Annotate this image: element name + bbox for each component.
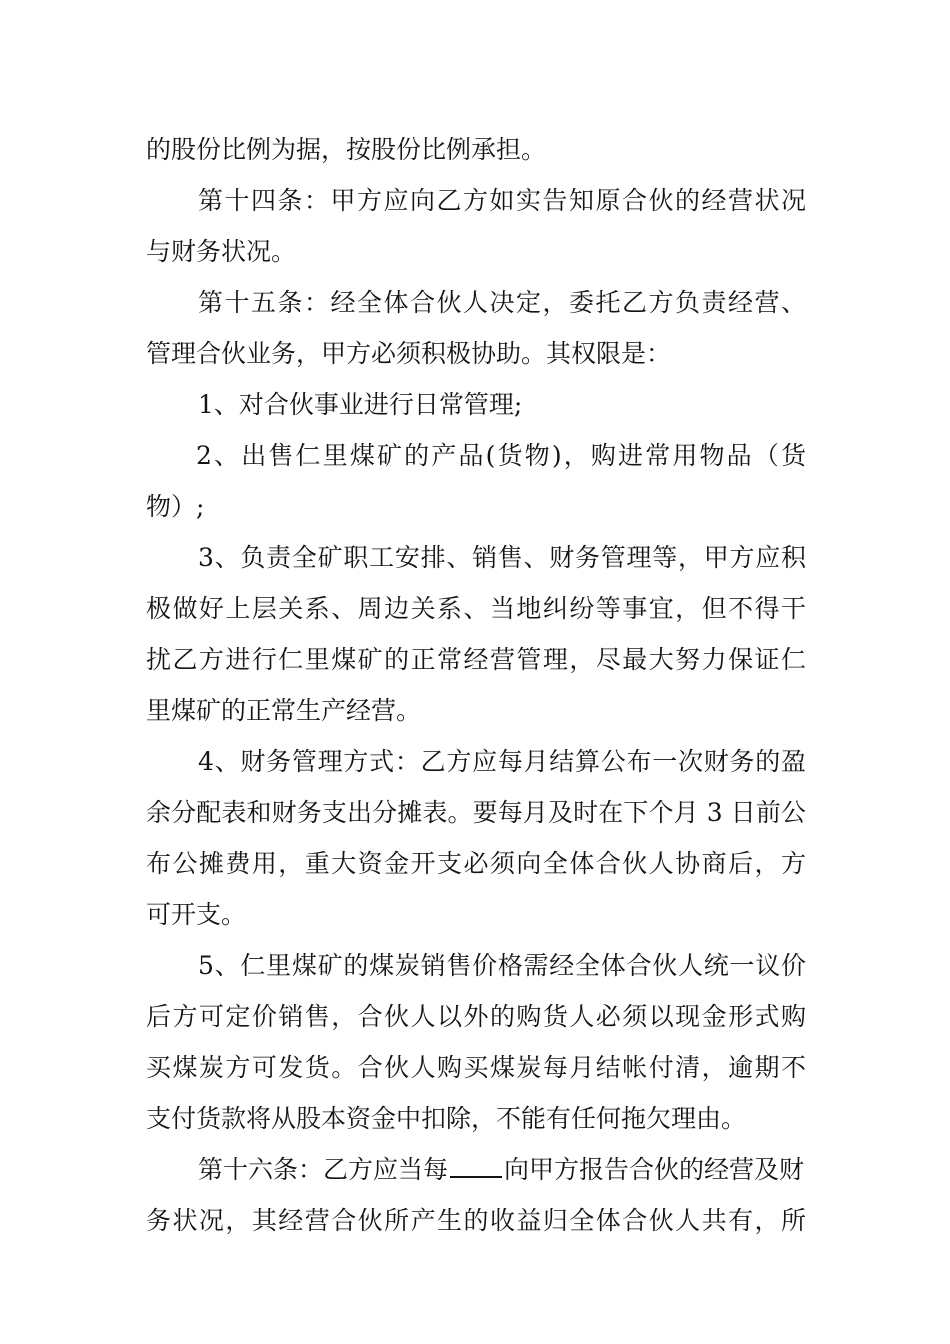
item-3-line-3: 扰乙方进行仁里煤矿的正常经营管理，尽最大努力保证仁 <box>146 645 806 674</box>
article-15-line-2: 管理合伙业务，甲方必须积极协助。其权限是： <box>146 339 672 368</box>
article-15-line-1: 第十五条：经全体合伙人决定，委托乙方负责经营、 <box>198 288 806 317</box>
article-14-line-2: 与财务状况。 <box>146 237 297 266</box>
article-16-line-1 <box>146 1144 806 1195</box>
contract-body <box>146 124 806 1246</box>
item-4-line-3: 布公摊费用，重大资金开支必须向全体合伙人协商后，方 <box>146 849 806 878</box>
item-3-line-2: 极做好上层关系、周边关系、当地纠纷等事宜，但不得干 <box>146 594 806 623</box>
item-4-line-4: 可开支。 <box>146 900 247 929</box>
text-line: 的股份比例为据，按股份比例承担。 <box>146 135 547 164</box>
article-16-line-2: 务状况，其经营合伙所产生的收益归全体合伙人共有，所 <box>146 1206 806 1235</box>
item-2-line-2: 物）; <box>146 492 205 521</box>
item-3-line-4: 里煤矿的正常生产经营。 <box>146 696 422 725</box>
item-1-line: 1、对合伙事业进行日常管理; <box>198 390 523 419</box>
item-5-line-3: 买煤炭方可发货。合伙人购买煤炭每月结帐付清，逾期不 <box>146 1053 806 1082</box>
article-16-text-after-blank: 向甲方报告合伙的经营及财 <box>504 1155 805 1184</box>
article-14-line-1: 第十四条：甲方应向乙方如实告知原合伙的经营状况 <box>198 186 806 215</box>
item-5-line-2: 后方可定价销售，合伙人以外的购货人必须以现金形式购 <box>146 1002 806 1031</box>
fill-in-blank <box>450 1154 502 1178</box>
item-5-line-1: 5、仁里煤矿的煤炭销售价格需经全体合伙人统一议价 <box>198 951 806 980</box>
article-16-text-before-blank: 第十六条：乙方应当每 <box>198 1155 449 1184</box>
item-4-line-2: 余分配表和财务支出分摊表。要每月及时在下个月 3 日前公 <box>146 798 806 827</box>
item-4-line-1: 4、财务管理方式：乙方应每月结算公布一次财务的盈 <box>198 747 806 776</box>
item-5-line-4: 支付货款将从股本资金中扣除，不能有任何拖欠理由。 <box>146 1104 747 1133</box>
item-3-line-1: 3、负责全矿职工安排、销售、财务管理等，甲方应积 <box>198 543 806 572</box>
item-2-line-1: 2、出售仁里煤矿的产品(货物)，购进常用物品（货 <box>196 441 806 470</box>
